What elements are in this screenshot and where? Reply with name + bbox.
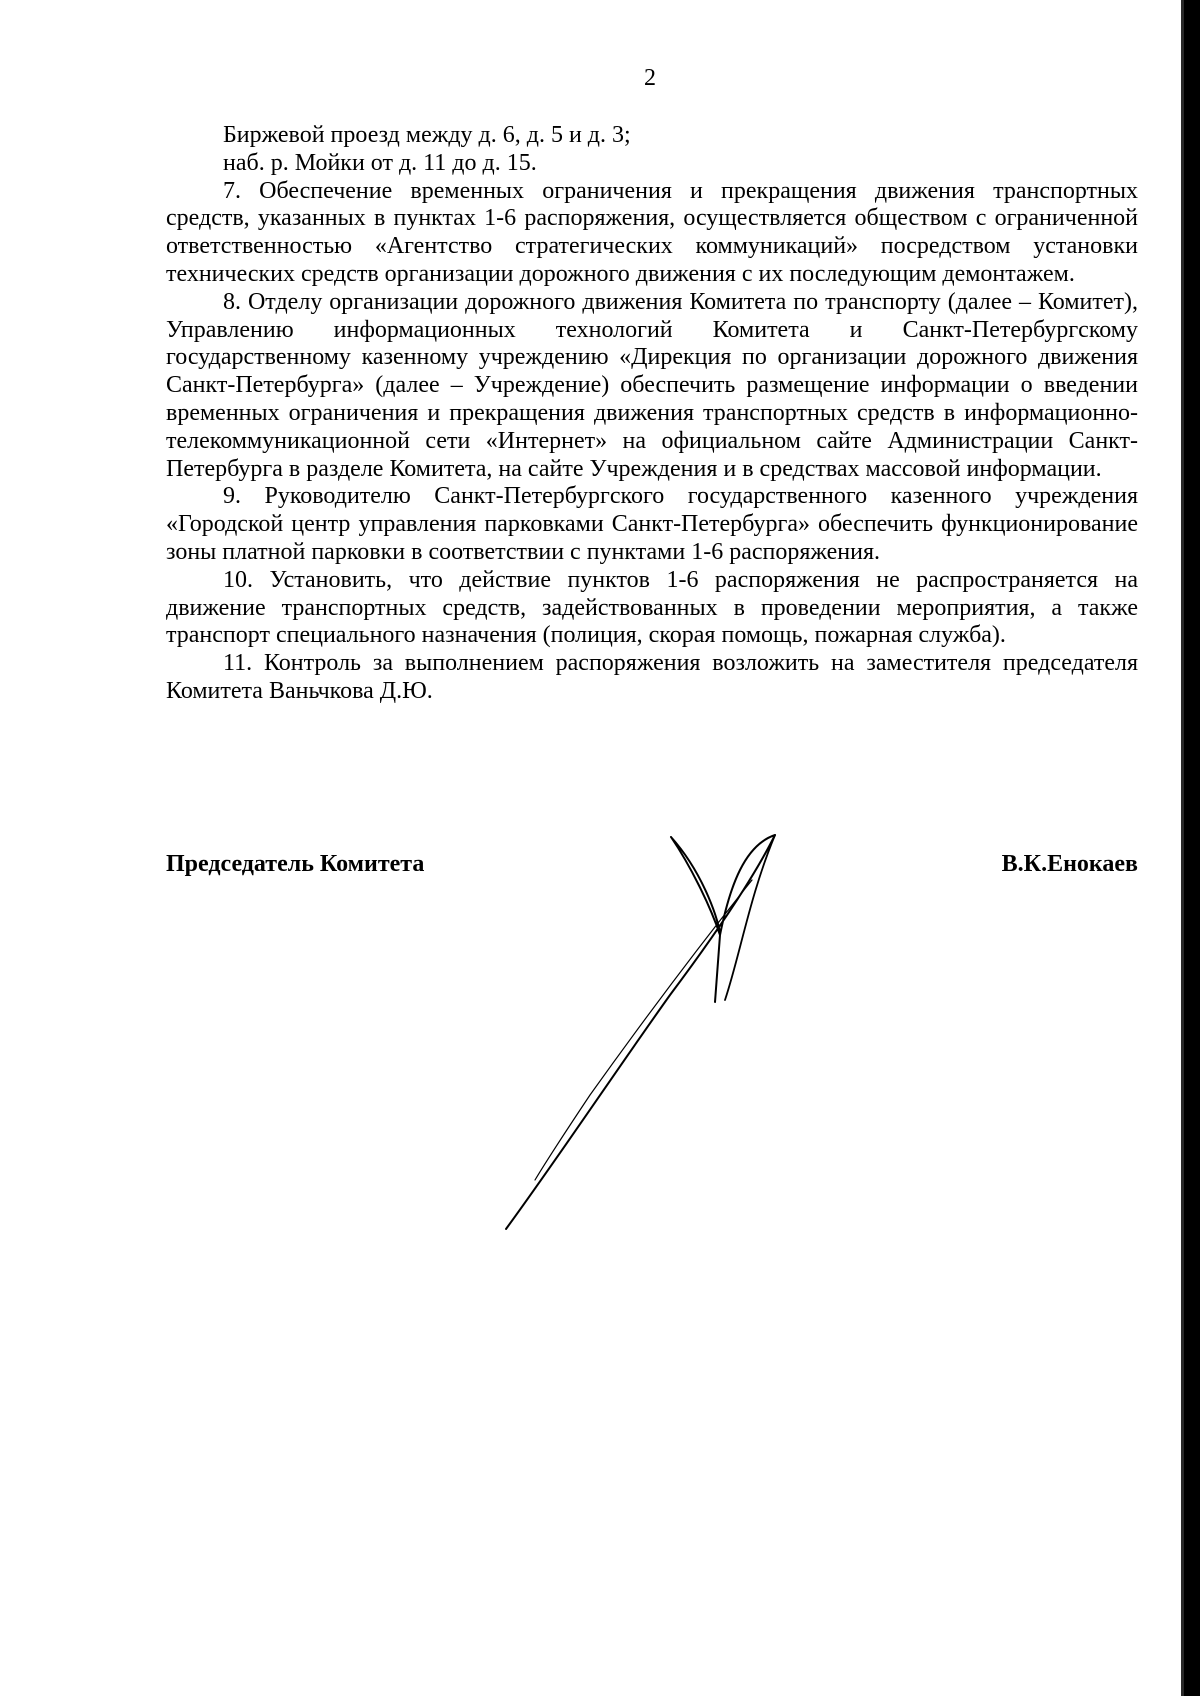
- paragraph-11: 11. Контроль за выполнением распоряжения возложить на заместителя председателя Комитета Ваньчкова Д.Ю.: [166, 650, 1138, 704]
- signer-position: Председатель Комитета: [166, 851, 425, 877]
- handwritten-signature: [440, 825, 790, 1255]
- address-line: наб. р. Мойки от д. 11 до д. 15.: [223, 149, 537, 176]
- document-body: [166, 122, 1138, 706]
- paragraph-10: 10. Установить, что действие пунктов 1-6 распоряжения не распространяется на движение транспортных средств, задействованных в проведении мероприятия, а также транспорт специального назначения (полиция, скорая помощь, пожарная служба).: [166, 566, 1138, 649]
- paragraph-9: 9. Руководителю Санкт-Петербургского государственного казенного учреждения «Городской центр управления парковками Санкт-Петербурга» обеспечить функционирование зоны платной парковки в соответствии с пунктами 1-6 распоряжения.: [166, 483, 1138, 565]
- page-number: 2: [644, 65, 656, 91]
- paragraph-8: 8. Отделу организации дорожного движения Комитета по транспорту (далее – Комитет), Управлению информационных технологий Комитета и Санкт-Петербургскому государственному казенному учреждению «Дирекция по организации дорожного движения Санкт-Петербурга» (далее – Учреждение) обеспечить размещение информации о введении временных ограничения и прекращения движения транспортных средств в информационно-телекоммуникационной сети «Интернет» на официальном сайте Администрации Санкт-Петербурга в разделе Комитета, на сайте Учреждения и в средствах массовой информации.: [166, 288, 1138, 482]
- address-line: Биржевой проезд между д. 6, д. 5 и д. 3;: [223, 122, 631, 148]
- scan-border: [1184, 0, 1200, 1696]
- paragraph-7: 7. Обеспечение временных ограничения и прекращения движения транспортных средств, указанных в пунктах 1-6 распоряжения, осуществляется обществом с ограниченной ответственностью «Агентство стратегических коммуникаций» посредством установки технических средств организации дорожного движения с их последующим демонтажем.: [166, 177, 1138, 287]
- signer-name: В.К.Енокаев: [1001, 851, 1138, 877]
